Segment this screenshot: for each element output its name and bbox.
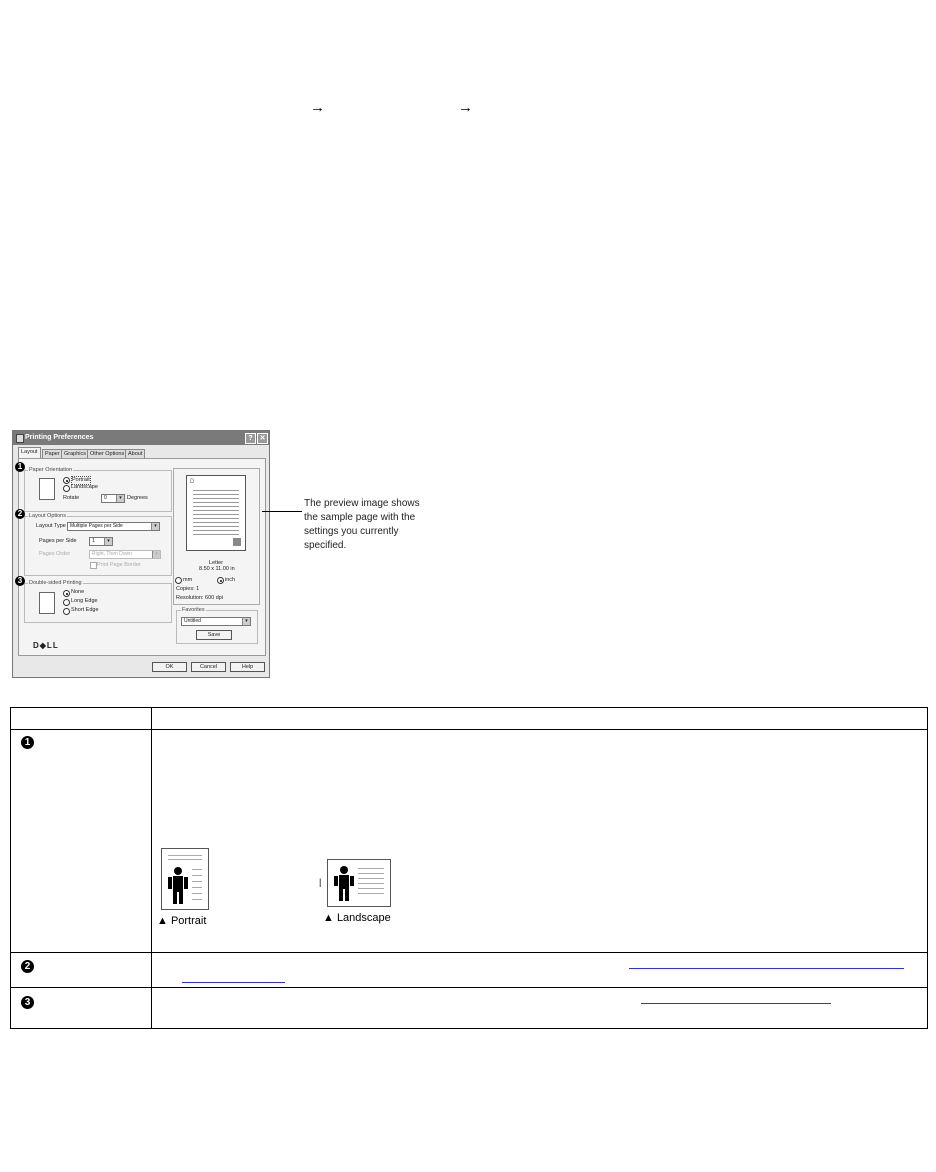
chevron-down-icon: ▾ xyxy=(152,551,160,558)
pages-per-side-label: Pages per Side xyxy=(39,538,77,544)
breadcrumb-arrow-1: → xyxy=(310,99,325,116)
row-badge-1: 1 xyxy=(21,736,34,749)
link-underline[interactable] xyxy=(182,982,285,983)
resolution-text: Resolution: 600 dpi xyxy=(176,595,224,601)
dialog-titlebar xyxy=(13,431,269,445)
chevron-down-icon: ▾ xyxy=(116,495,124,502)
pages-per-side-value: 1 xyxy=(92,538,95,544)
link-underline[interactable] xyxy=(641,1003,831,1004)
tab-paper[interactable]: Paper xyxy=(42,449,63,458)
landscape-radio[interactable] xyxy=(63,485,70,492)
copies-text: Copies: 1 xyxy=(176,586,200,592)
landscape-label: Landscape xyxy=(71,484,98,490)
duplex-label: Double-sided Printing xyxy=(29,580,82,586)
landscape-caption: ▲ Landscape xyxy=(323,912,391,924)
ok-button[interactable]: OK xyxy=(152,662,187,672)
table-header-divider xyxy=(11,729,927,730)
landscape-thumbnail xyxy=(327,859,391,907)
dialog-title: Printing Preferences xyxy=(25,434,94,441)
tab-graphics[interactable]: Graphics xyxy=(61,449,89,458)
chevron-down-icon: ▾ xyxy=(242,618,250,625)
table-row-divider xyxy=(11,987,927,988)
paper-orientation-label: Paper Orientation xyxy=(29,467,73,473)
callout-line xyxy=(262,511,302,512)
duplex-long-edge-radio[interactable] xyxy=(63,599,70,606)
layout-panel xyxy=(18,458,266,656)
portrait-thumbnail xyxy=(161,848,209,910)
unit-inch-radio[interactable] xyxy=(217,577,224,584)
tab-other-options[interactable]: Other Options xyxy=(87,449,127,458)
tab-about[interactable]: About xyxy=(125,449,145,458)
paper-name: Letter xyxy=(209,560,224,566)
preview-page-letter: D xyxy=(190,479,195,485)
preview-page xyxy=(186,475,246,551)
duplex-short-edge-label: Short Edge xyxy=(71,607,99,613)
preview-area xyxy=(173,468,260,605)
unit-mm-radio[interactable] xyxy=(175,577,182,584)
duplex-short-edge-radio[interactable] xyxy=(63,608,70,615)
duplex-long-edge-label: Long Edge xyxy=(71,598,98,604)
unit-mm-label: mm xyxy=(183,577,193,583)
row-badge-2: 2 xyxy=(21,960,34,973)
layout-options-label: Layout Options xyxy=(29,513,66,519)
degrees-label: Degrees xyxy=(127,495,148,501)
layout-type-label: Layout Type xyxy=(36,523,66,529)
separator-mark: | xyxy=(319,877,322,887)
portrait-label: Portrait xyxy=(72,477,90,483)
chevron-down-icon: ▾ xyxy=(151,523,159,530)
callout-badge-3: 3 xyxy=(15,576,25,586)
printer-icon xyxy=(16,434,24,443)
help-icon[interactable]: ? xyxy=(245,433,256,444)
save-button[interactable]: Save xyxy=(196,630,232,640)
table-row-divider xyxy=(11,952,927,953)
portrait-radio[interactable] xyxy=(63,477,70,484)
table-column-divider xyxy=(151,708,152,1028)
callout-badge-2: 2 xyxy=(15,509,25,519)
link-underline[interactable] xyxy=(629,968,904,969)
person-icon xyxy=(162,849,208,909)
favorites-value: Untitled xyxy=(184,618,201,624)
help-button[interactable]: Help xyxy=(230,662,265,672)
print-page-border-checkbox[interactable] xyxy=(90,562,97,569)
rotate-label: Rotate xyxy=(63,495,80,501)
page-order-select[interactable] xyxy=(89,550,161,559)
breadcrumb-arrow-2: → xyxy=(458,99,473,116)
page-order-label: Pages Order xyxy=(39,551,71,557)
duplex-none-label: None xyxy=(71,589,85,595)
cancel-button[interactable]: Cancel xyxy=(191,662,226,672)
callout-badge-1: 1 xyxy=(15,462,25,472)
unit-inch-label: inch xyxy=(225,577,236,583)
options-table xyxy=(10,707,928,1029)
printing-preferences-dialog xyxy=(12,430,270,678)
pages-per-side-select[interactable] xyxy=(89,537,113,546)
print-page-border-label: Print Page Border xyxy=(97,562,141,568)
chevron-down-icon: ▾ xyxy=(104,538,112,545)
dell-logo: D◆LL xyxy=(33,641,59,650)
row-badge-3: 3 xyxy=(21,996,34,1009)
paper-size: 8.50 x 11.00 in xyxy=(199,566,235,572)
page-order-value: Right, Then Down xyxy=(92,551,132,557)
layout-type-value: Multiple Pages per Side xyxy=(70,523,123,529)
favorites-label: Favorites xyxy=(182,607,205,613)
tab-layout[interactable]: Layout xyxy=(18,447,41,458)
rotate-select[interactable] xyxy=(101,494,125,503)
layout-type-select[interactable] xyxy=(67,522,160,531)
rotate-value: 0 xyxy=(104,495,107,501)
portrait-caption: ▲ Portrait xyxy=(157,915,207,927)
favorites-select[interactable] xyxy=(181,617,251,626)
duplex-none-radio[interactable] xyxy=(63,590,70,597)
duplex-page-icon xyxy=(39,592,55,614)
portrait-page-icon xyxy=(39,478,55,500)
preview-callout-text: The preview image shows the sample page with the settings you currently specified. xyxy=(304,498,420,551)
close-icon[interactable]: ✕ xyxy=(257,433,268,444)
